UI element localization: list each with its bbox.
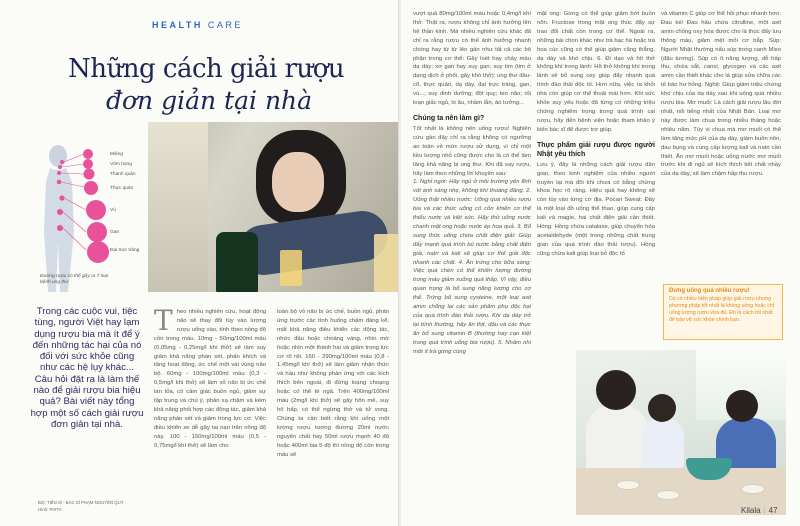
section-label-light: CARE [207,20,243,30]
diagram-label-breast: Vú [110,208,116,213]
diagram-caption: Đường rượu có thể gây ra 7 loại bệnh ung thư [40,274,109,285]
right-col2-text: mật ong: Gừng có thể giúp giảm bớt buồn nôn. Fructose trong mật ong thúc đẩy sự trao đổi chất cồn trong cơ thể. Ngoài ra, những bài chọn khác như trà bạc hà hoặc trà hoa cúc cũng có thể giúp giảm căng thẳng, dạ dày và khó chịu. 6. Đi dạo và hít thở không khí trong lành: Hít thở không khí trong lành sẽ bổ sung oxy giúp đẩy nhanh quá trình đào thải độc tố. Hơn nữa, việc ra khỏi nhà còn giúp cơ thể thoải mái hơn. Khi sức khỏe suy yếu hoặc đã từng có những triệu chứng nghiêm trọng trong quá trình cai rượu, hãy đến bệnh viện hoặc tham khảo ý kiến bác sĩ để được trợ giúp. [537,11,655,133]
photo-beer-glass-large [374,234,400,292]
family-dinner-photo [576,350,786,515]
callout-body: Dù có nhiều biện pháp giúp giải rượu nhưng phương pháp tốt nhất là không uống hoặc chỉ uống lượng rượu vừa đủ. Đó là cách tốt nhất để bảo vệ sức khỏe chính bạn. [669,296,774,323]
photo-person-2-body [642,418,684,468]
diagram-label-colorectum: Đại trực tràng [110,248,140,253]
photo-background-shelf [148,122,208,292]
left-body-column-1-text: heo nhiều nghiên cứu, hoạt động não sẽ thay đổi tùy vào lượng rượu uống vào, tính theo nồng độ cồn trong máu. 10mg - 50mg/100ml máu (0,05mg - 0,25mg/l khí thở) sẽ làm suy giảm khả năng phán xét, phấn khích và tăng hoạt động, ức chế một vài vùng não bộ. 60mg - 100mg/100ml máu (0,3 - 0,5mg/l khí thở) sẽ làm vỏ não bị ức chế lan tỏa, có cảm giác buồn ngủ, giảm sự tập trung và chú ý, phản xạ chậm và kém khả năng phối hợp các động tác, giảm khả năng phán xét và giảm trong lực cơ. Việc điều khiển xe dễ gây tai nạn trên nồng độ này. 100 - 150mg/100ml máu (0,5 - 0,75mg/l khí thở) sẽ làm cho [154,309,266,449]
article-title-line1: Những cách giải rượu [68,54,345,84]
right-body-column-1 [413,10,531,357]
photo-beer-glass-small [280,250,302,286]
photo-woman-arm [235,208,390,278]
page-number: 47 [768,506,778,515]
right-col2-text2: Lưu ý, đây là những cách giải rượu dân gian, theo kinh nghiệm của nhiều người truyền lại mà đôi khi chưa có bằng chứng khoa học rõ ràng. Hiệu quả hay không sẽ còn tùy vào từng cơ địa. Pocari Sweat: Đây là một loại đồ uống thể thao, giúp cung cấp kali và magie, hai chất điện giải cần thiết. Hồng: Hồng chứa catalase, giúp chuyển hóa acetaldehyde (một trong những chất trung gian của quá trình đào thải rượu). Hồng cũng chứa kali giúp loại bỏ độc tố [537,161,655,257]
left-body-column-1 [154,304,266,451]
right-col1-text: Tốt nhất là không nên uống rượu! Nghiên cứu gần đây chỉ ra rằng không có ngưỡng an toàn về mức rượu sử dụng, vì chỉ một liều lượng nhỏ cũng được cho là có thể làm tăng khả năng bị ung thư. Khi đã say rượu, hãy làm theo những lời khuyên sau: [413,125,531,177]
section-label-bold: HEALTH [152,20,203,30]
heading-what-to-do: Chúng ta nên làm gì? [413,114,485,122]
diagram-label-liver: Gan [110,230,120,235]
article-lede: Trong các cuộc vui, tiệc tùng, người Việt hay lạm dụng rượu bia mà ít để ý đến những tác hại của nó đối với sức khỏe cũng như các hệ lụy khác... Câu hỏi đặt ra là làm thế nào để giải rượu bia hiệu quả? Bài viết này tổng hợp một số cách giải rượu đơn giản tại nhà. [30,306,144,430]
hungover-woman-photo [148,122,400,292]
warning-callout-box [663,284,783,340]
drop-cap: T [154,304,173,337]
photo-person-2-head [648,394,676,422]
diagram-label-larynx: Thanh quản [110,172,136,177]
byline-photo: Hình: PIXTA [38,506,62,512]
callout-title: Đừng uống quá nhiều rượu! [669,288,750,294]
heading-japanese-foods: Thực phẩm giải rượu được người Nhật yêu thích [537,141,655,158]
left-body-column-2: toàn bộ vỏ não bị ức chế, buồn ngủ, phản ứng trước các tình huống chậm đáng kể, mất khả năng điều khiển các động tác, nhức đầu hoặc choáng váng, nhìn mờ hoặc nhìn một thành hai và giảm trong lực cơ rõ rệt. 160 - 290mg/100ml máu (0,8 - 1,45mg/l khí thở) sẽ làm giảm nhận thức và hầu như không phản ứng với các kích thích bên ngoài, đi đứng loạng choạng hoặc có thể té ngã. Trên 400mg/100ml máu (2mg/l khí thở) sẽ gây hôn mê, suy hô hấp, có thể ngừng thở và tử vong. Chúng ta cần biết rằng khi uống một lượng rượu tương đương 20ml nước nguyên chất hay 50ml rượu mạnh 40 độ hoặc 400ml bia 5 độ thì nồng độ cồn trong máu sẽ [277,309,389,458]
right-col3-text: và vitamin C giúp cơ thể hồi phục nhanh hơn. Đau ké/ Đau hấu chứa citrulline, một axit amin chống oxy hóa được cho là thúc đẩy lưu thông máu, giảm mệt mỏi cơ bắp. Súp: Người Nhật thường nấu súp trong canh Miso (đậu tương). Súp có ít năng lượng, dễ hấp thu, chứa sắt, canxi, glycogen và các axit amin cần thiết khác cho lá giúp sửa chữa các tế bào hư hỏng. Nghệ: Giúp giảm triệu chứng khó chịu của dạ dày sau khi uống quá nhiều rượu bia. Mơ muối: Là cách giải rượu lâu đời nhất, nổi tiếng nhất của Nhật Bản. Loại mơ này được làm chua trong nhiều tháng hoặc nhiều năm. Tùy vị chua mà mơ muối có thể làm tăng mức pH của dạ dày, giảm buồn nôn, đau bụng và cung cấp lượng kali và natri cần thiết. Ăn mơ muối hoặc uống nước mơ muối trước khi đi ngủ sẽ kích thích tiết chất nhầy của dạ dày, sẽ làm chậm hấp thu rượu. [661,11,781,178]
right-col1-tips: 1. Nghỉ ngơi: Hãy ngủ ở môi trường yên tĩnh với ánh sáng nhẹ, không khí thoáng đãng. 2. Uống thật nhiều nước: Uống quá nhiều rượu bia và các thức uống có cồn khiến cơ thể thiếu nước và kiệt sức. Hãy thử uống nước chanh mật ong hoặc nước ép hoa quả. 3. Bổ sung thức uống chứa chất điện giải: Giúp đẩy mạnh quá trình bù nước bằng chất điện giải, natri và kali sẽ giúp cơ thể giải độc nhanh các chất. 4. Ăn trứng cho bữa sáng: Việc quá chén có thể khiến lượng đường trong máu giảm xuống quá thấp. Vì vậy, điều quan trọng là bổ sung năng lượng cho cơ thể. Trứng bổ sung cysteine, một loại axit amin chống lại các sản phẩm phụ độc hại của quá trình đào thải rượu. Khi dạ dày trở lại bình thường, hãy ăn thịt, đậu và các thực ăn bổ sung vitamin B (thường hay cạn kiệt trong quá trình uống bia rượu). 5. Nhâm nhi một ít trà gừng cùng [413,179,531,355]
byline-author: Bởi: TIẾN SĨ - BÁC SĨ PHẠM NGUYÊN QUÝ [38,500,124,505]
page-folio: Kilala | 47 [741,506,778,515]
right-page [401,0,800,526]
photo-person-1-head [596,370,636,410]
article-title-line2: đơn giản tại nhà [106,86,313,115]
magazine-brand: Kilala [741,506,761,515]
diagram-label-mouth: Miệng [110,152,124,157]
photo-dish [616,480,640,490]
diagram-label-pharynx: Vòm họng [110,162,132,167]
photo-woman-face [272,152,324,212]
right-body-column-3 [661,10,781,280]
right-body-column-2 [537,10,655,259]
photo-person-3-head [726,390,758,422]
diagram-label-esophagus: Thực quản [110,186,134,191]
byline [38,500,124,513]
section-label [152,20,243,30]
photo-wine-bottle [216,232,258,292]
photo-dish [656,490,680,500]
photo-dish [741,484,765,494]
right-col1-intro: vượt quá 80mg/100ml máu hoặc 0,4mg/l khí thở. Thật ra, rượu không chỉ ảnh hưởng lên hệ thần kinh. Mà nhiều nghiên cứu khác đã chỉ ra rằng rượu có thể ảnh hưởng nhanh chóng hay từ từ lên gần như tất cả các bộ phận trong cơ thể: Gây loét hay cháy máu dạ dày; xơ gan hay suy gan; suy tim (tim ở dạng dịch ở phổi, gây khó thở); ung thư đầu-cổ, thực quản, dạ dày, đại trực tràng, gan, vú...; suy dinh dưỡng; đột quỵ; teo não; rối loạn giấc ngủ, lo âu, nhầm lẫn, ảo tưởng... [413,11,531,107]
